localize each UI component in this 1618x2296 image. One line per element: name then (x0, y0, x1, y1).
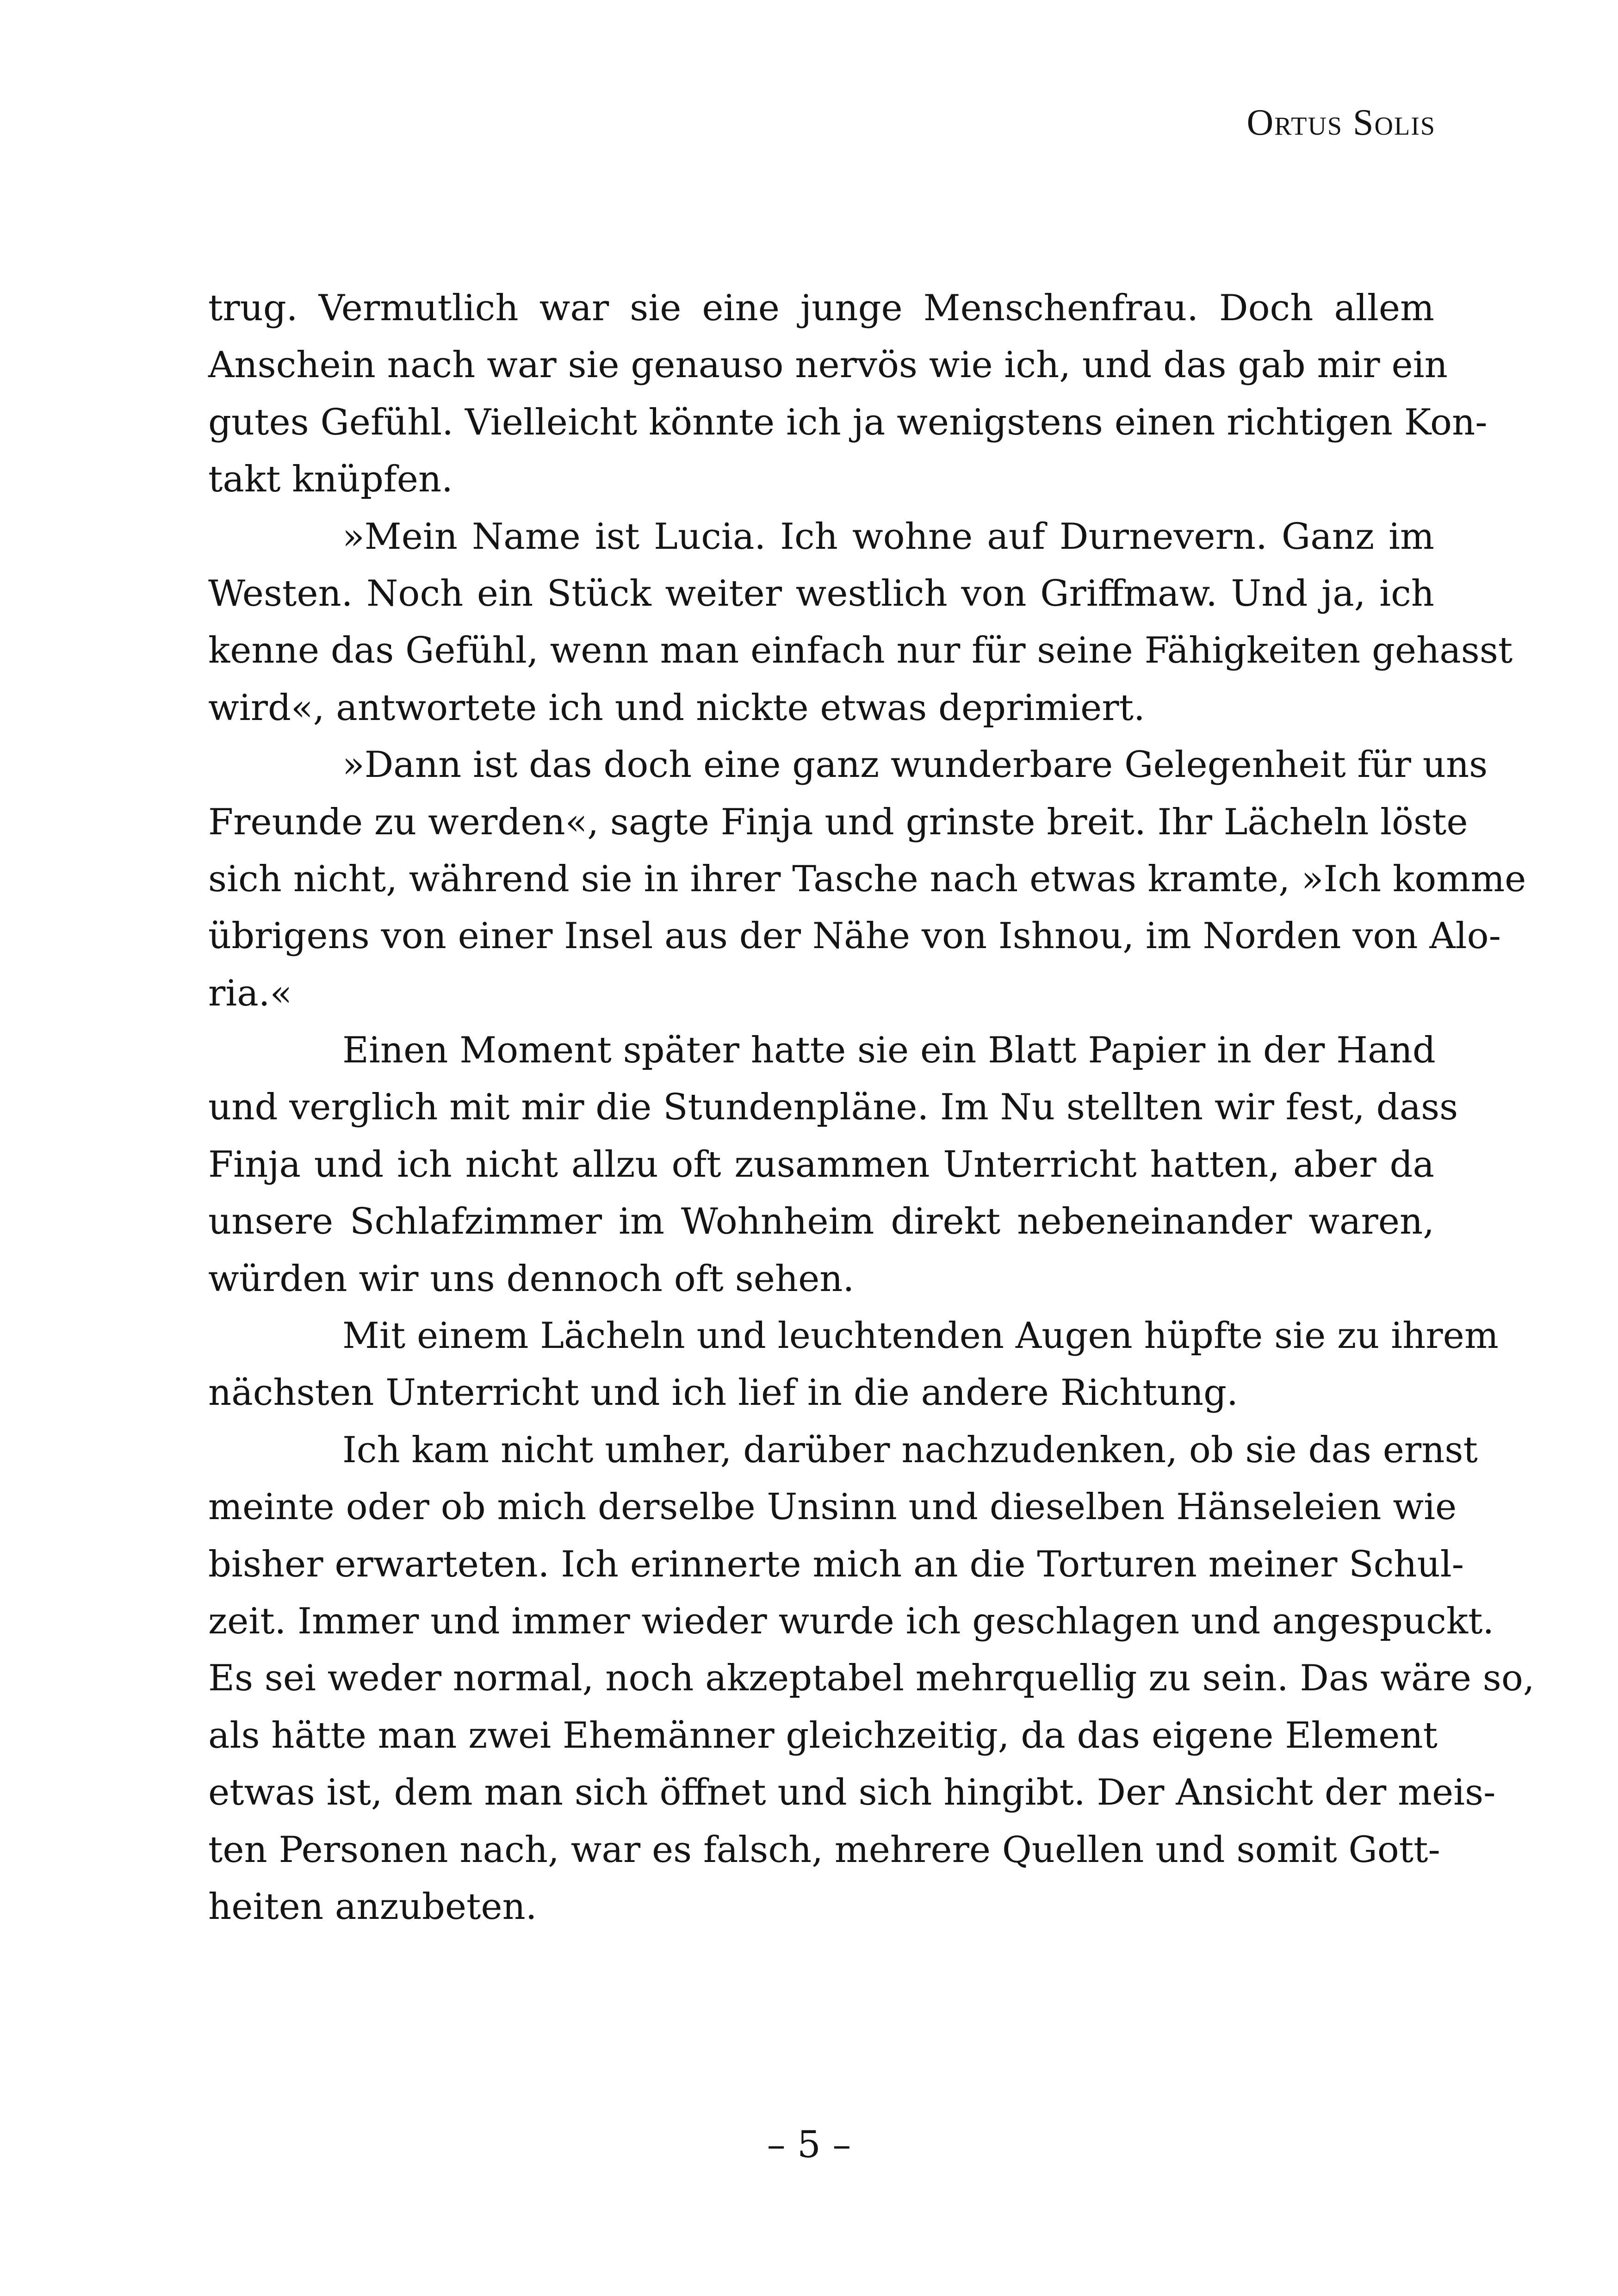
running-title: Ortus Solis (1246, 102, 1436, 143)
page-number: – 5 – (767, 2123, 851, 2166)
text-line: etwas ist, dem man sich öffnet und sich hingibt. Der Ansicht der meis- (208, 1772, 1496, 1814)
text-line: takt knüpfen. (208, 459, 453, 501)
text-line: unsere Schlafzimmer im Wohnheim direkt nebeneinander waren, (208, 1201, 1434, 1243)
text-line: trug. Vermutlich war sie eine junge Menschenfrau. Doch allem (208, 287, 1434, 329)
text-line: übrigens von einer Insel aus der Nähe von Ishnou, im Norden von Alo- (208, 915, 1501, 957)
text-line: Mit einem Lächeln und leuchtenden Augen hüpfte sie zu ihrem (342, 1315, 1499, 1357)
text-line: Finja und ich nicht allzu oft zusammen Unterricht hatten, aber da (208, 1143, 1434, 1185)
text-line: ria.« (208, 972, 292, 1014)
text-line: nächsten Unterricht und ich lief in die andere Richtung. (208, 1372, 1238, 1414)
text-line: Es sei weder normal, noch akzeptabel mehrquellig zu sein. Das wäre so, (208, 1657, 1535, 1700)
text-line: meinte oder ob mich derselbe Unsinn und dieselben Hänseleien wie (208, 1486, 1457, 1528)
text-line: Einen Moment später hatte sie ein Blatt Papier in der Hand (342, 1030, 1436, 1072)
text-line: Westen. Noch ein Stück weiter westlich von Griffmaw. Und ja, ich (208, 572, 1434, 614)
text-line: sich nicht, während sie in ihrer Tasche nach etwas kramte, »Ich komme (208, 858, 1526, 900)
body-text (208, 280, 1535, 1936)
text-line: zeit. Immer und immer wieder wurde ich geschlagen und angespuckt. (208, 1600, 1494, 1642)
text-line: würden wir uns dennoch oft sehen. (208, 1258, 855, 1300)
text-line: ten Personen nach, war es falsch, mehrere Quellen und somit Gott- (208, 1829, 1440, 1871)
text-line: und verglich mit mir die Stundenpläne. Im Nu stellten wir fest, dass (208, 1086, 1458, 1129)
text-line: gutes Gefühl. Vielleicht könnte ich ja wenigstens einen richtigen Kon- (208, 401, 1488, 443)
text-line: Anschein nach war sie genauso nervös wie ich, und das gab mir ein (208, 344, 1448, 386)
text-line: als hätte man zwei Ehemänner gleichzeitig, da das eigene Element (208, 1714, 1438, 1756)
text-line: »Mein Name ist Lucia. Ich wohne auf Durnevern. Ganz im (342, 515, 1434, 558)
text-line: »Dann ist das doch eine ganz wunderbare Gelegenheit für uns (342, 744, 1488, 786)
text-line: Ich kam nicht umher, darüber nachzudenken, ob sie das ernst (342, 1429, 1478, 1471)
text-line: kenne das Gefühl, wenn man einfach nur für seine Fähigkeiten gehasst (208, 630, 1513, 672)
text-line: wird«, antwortete ich und nickte etwas deprimiert. (208, 687, 1145, 729)
text-line: heiten anzubeten. (208, 1886, 537, 1928)
text-line: Freunde zu werden«, sagte Finja und grinste breit. Ihr Lächeln löste (208, 801, 1468, 843)
text-line: bisher erwarteten. Ich erinnerte mich an die Torturen meiner Schul- (208, 1543, 1464, 1585)
